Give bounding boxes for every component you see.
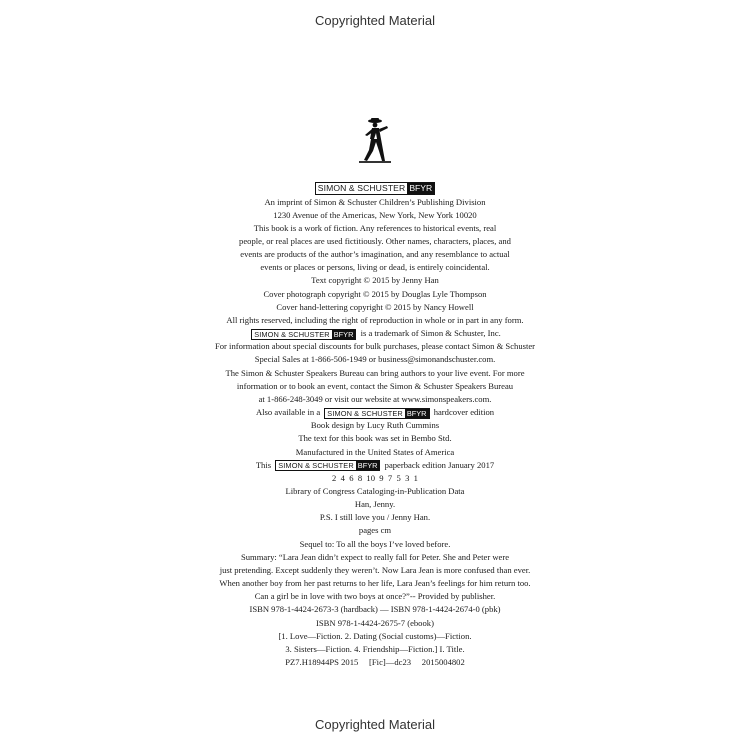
text-line: Cover photograph copyright © 2015 by Douglas Lyle Thompson: [263, 288, 487, 299]
text-line: Special Sales at 1-866-506-1949 or business@simonandschuster.com.: [254, 354, 496, 365]
text-line: 1230 Avenue of the Americas, New York, New York 10020: [273, 209, 477, 220]
text-line: Library of Congress Cataloging-in-Publication Data: [285, 485, 465, 496]
also-suffix: hardcover edition: [433, 407, 495, 418]
text-line: 3. Sisters—Fiction. 4. Friendship—Fiction.] I. Title.: [285, 643, 465, 654]
text-line: Manufactured in the United States of America: [295, 446, 455, 457]
text-line: ISBN 978-1-4424-2673-3 (hardback) — ISBN 978-1-4424-2674-0 (pbk): [249, 604, 501, 615]
text-line: Han, Jenny.: [354, 499, 396, 510]
trademark-text: is a trademark of Simon & Schuster, Inc.: [360, 328, 501, 339]
text-line: people, or real places are used fictitiously. Other names, characters, places, and: [239, 236, 511, 246]
text-line: An imprint of Simon & Schuster Children’s Publishing Division: [264, 196, 486, 207]
classification-line: PZ7.H18944PS 2015 [Fic]—dc23 2015004802: [285, 657, 465, 667]
text-line: Summary: “Lara Jean didn’t expect to really fall for Peter. She and Peter were: [240, 551, 510, 562]
imprint-badge: SIMON & SCHUSTER BFYR: [324, 408, 429, 419]
printing-line: 2 4 6 8 10 9 7 5 3 1: [332, 472, 418, 483]
text-line: When another boy from her past returns to her life, Lara Jean’s feelings for him return too.: [219, 578, 531, 589]
also-available-line: [0, 406, 750, 419]
also-prefix: Also available in a: [255, 407, 321, 418]
watermark-top: Copyrighted Material: [315, 13, 435, 28]
sower-logo-icon: [353, 117, 397, 163]
text-line: This book is a work of fiction. Any references to historical events, real: [253, 222, 497, 233]
text-line: For information about special discounts for bulk purchases, please contact Simon & Schuster: [214, 341, 536, 352]
imprint-logo-line: [0, 181, 750, 195]
text-line: events or places or persons, living or dead, is entirely coincidental.: [260, 262, 490, 273]
this-prefix: This: [255, 459, 272, 470]
text-line: P.S. I still love you / Jenny Han.: [319, 512, 431, 523]
imprint-badge: SIMON & SCHUSTER BFYR: [275, 460, 380, 471]
text-line: All rights reserved, including the right of reproduction in whole or in part in any form.: [226, 314, 524, 325]
text-line: information or to book an event, contact the Simon & Schuster Speakers Bureau: [236, 380, 514, 391]
text-line: at 1-866-248-3049 or visit our website at www.simonspeakers.com.: [258, 393, 492, 404]
text-line: Book design by Lucy Ruth Cummins: [310, 420, 440, 431]
text-line: Text copyright © 2015 by Jenny Han: [311, 275, 439, 286]
text-line: The Simon & Schuster Speakers Bureau can bring authors to your live event. For more: [225, 367, 525, 378]
trademark-line: [0, 327, 750, 340]
edition-line: [0, 459, 750, 472]
imprint-badge: SIMON & SCHUSTER BFYR: [315, 182, 435, 195]
text-line: ISBN 978-1-4424-2675-7 (ebook): [316, 617, 434, 628]
text-line: events are products of the author’s imagination, and any resemblance to actual: [240, 249, 510, 260]
text-line: just pretending. Except suddenly they weren’t. Now Lara Jean is more confused than ever.: [219, 564, 531, 575]
copyright-page-text: [0, 181, 750, 669]
text-line: The text for this book was set in Bembo Std.: [298, 433, 452, 444]
text-line: [1. Love—Fiction. 2. Dating (Social customs)—Fiction.: [278, 630, 472, 641]
text-line: pages cm: [358, 525, 392, 536]
imprint-badge: SIMON & SCHUSTER BFYR: [251, 329, 356, 340]
text-line: Can a girl be in love with two boys at once?”-- Provided by publisher.: [254, 591, 496, 602]
publisher-logo: [0, 117, 750, 168]
this-suffix: paperback edition January 2017: [384, 459, 495, 470]
text-line: Sequel to: To all the boys I’ve loved before.: [299, 538, 451, 549]
watermark-bottom: Copyrighted Material: [315, 717, 435, 732]
text-line: Cover hand-lettering copyright © 2015 by Nancy Howell: [276, 301, 474, 312]
